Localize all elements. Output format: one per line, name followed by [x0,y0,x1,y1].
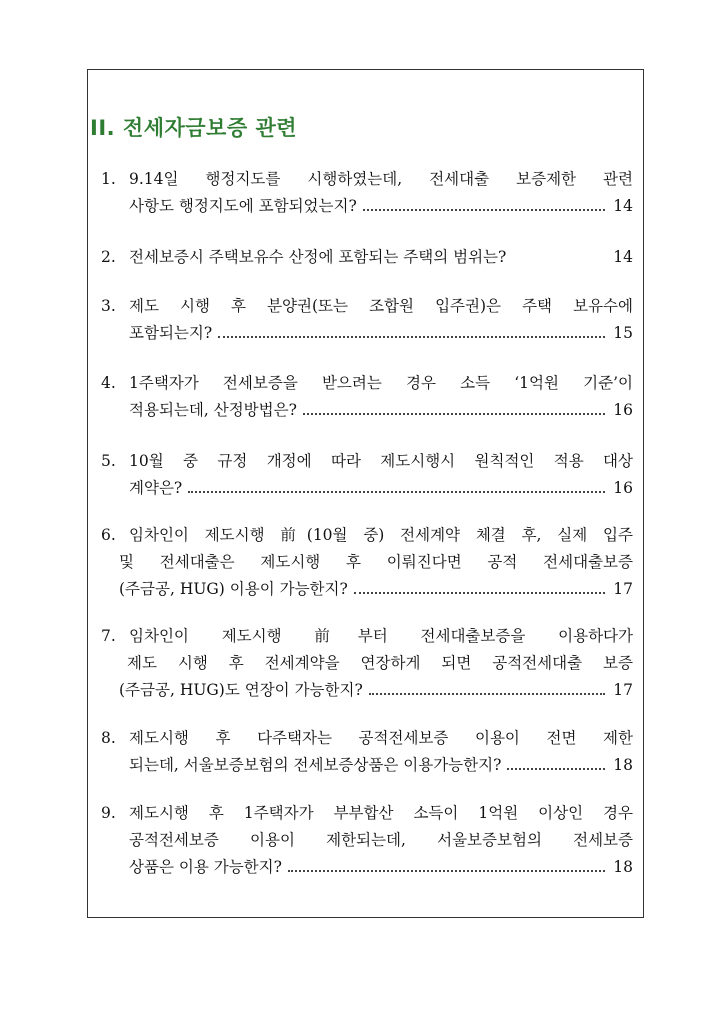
item-number: 3. [101,297,116,315]
item-text-line1: 전세보증시 주택보유수 산정에 포함되는 주택의 범위는? [129,248,507,266]
item-number: 9. [101,804,116,822]
item-text-line3: (주금공, HUG) 이용이 가능한지? [119,580,348,598]
dot-leader [288,869,605,872]
item-number: 6. [101,526,116,544]
dot-leader [218,335,605,338]
item-number: 4. [101,374,116,392]
item-text-line2: 계약은? [129,479,183,497]
item-text-line1: 제도 시행 후 분양권(또는 조합원 입주권)은 주택 보유수에 [129,297,633,315]
toc-item-6[interactable] [101,522,633,603]
item-text-line1: 제도시행 후 다주택자는 공적전세보증 이용이 전면 제한 [129,729,633,747]
item-text-line2: 적용되는데, 산정방법은? [129,401,297,419]
item-text-line1: 10월 중 규정 개정에 따라 제도시행시 원칙적인 적용 대상 [129,452,633,470]
dot-leader [303,412,605,415]
item-number: 8. [101,729,116,747]
item-number: 1. [101,170,116,188]
item-number: 7. [101,627,116,645]
item-text-line2: 되는데, 서울보증보험의 전세보증상품은 이용가능한지? [129,756,502,774]
section-title: II. 전세자금보증 관련 [90,116,298,140]
item-text-line2: 사항도 행정지도에 포함되었는지? [129,197,357,215]
toc-item-4[interactable] [101,370,633,424]
item-text-line2: 포함되는지? [129,324,213,342]
dot-leader [507,767,605,770]
toc-item-1[interactable] [101,166,633,220]
item-text-line3: (주금공, HUG)도 연장이 가능한지? [119,681,363,699]
item-text-line1: 9.14일 행정지도를 시행하였는데, 전세대출 보증제한 관련 [129,170,633,188]
item-text-line1: 임차인이 제도시행 前부터 전세대출보증을 이용하다가 [129,627,633,645]
item-number: 5. [101,452,116,470]
item-text-line2: 제도 시행 후 전세계약을 연장하게 되면 공적전세대출 보증 [127,654,633,672]
dot-leader [369,692,605,695]
page-number: 16 [613,401,633,419]
toc-item-3[interactable] [101,293,633,347]
dot-leader [188,490,605,493]
toc-item-8[interactable] [101,725,633,779]
item-text-line3: 상품은 이용 가능한지? [129,858,282,876]
page-number: 17 [613,580,633,598]
item-text-line1: 제도시행 후 1주택자가 부부합산 소득이 1억원 이상인 경우 [129,804,633,822]
page-number: 16 [613,479,633,497]
page-number: 14 [613,197,633,215]
page-number: 18 [613,756,633,774]
item-text-line1: 1주택자가 전세보증을 받으려는 경우 소득 ‘1억원 기준’이 [129,374,633,392]
item-number: 2. [101,248,116,266]
dot-leader [363,208,605,211]
dot-leader [354,591,605,594]
item-text-line2: 및 전세대출은 제도시행 후 이뤄진다면 공적 전세대출보증 [119,553,633,571]
page-number: 18 [613,858,633,876]
toc-item-5[interactable] [101,448,633,502]
toc-item-9[interactable] [101,800,633,881]
item-text-line1: 임차인이 제도시행 前(10월 중) 전세계약 체결 후, 실제 입주 [129,526,633,544]
item-text-line2: 공적전세보증 이용이 제한되는데, 서울보증보험의 전세보증 [129,831,633,849]
page-number: 17 [613,681,633,699]
page-number: 15 [613,324,633,342]
toc-item-7[interactable] [101,623,633,704]
page-number: 14 [613,248,633,266]
toc-item-2[interactable] [101,244,633,271]
